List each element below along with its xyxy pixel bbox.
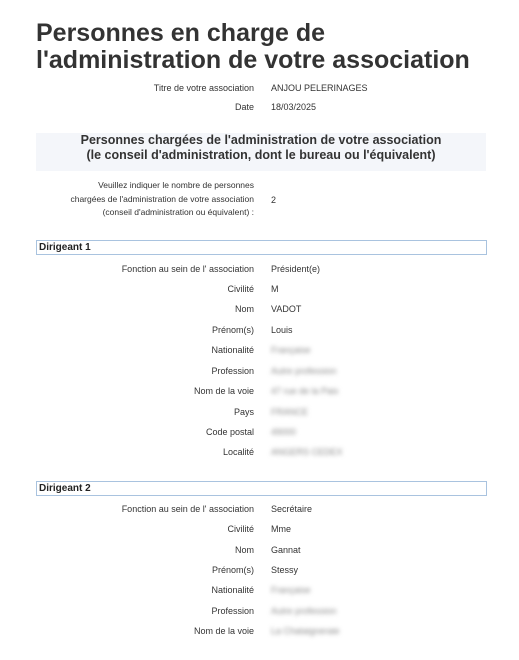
member-count-label bbox=[24, 179, 254, 220]
fonction-value: Président(e) bbox=[271, 264, 321, 274]
d1-row-voie bbox=[0, 384, 519, 398]
nom-value: Gannat bbox=[271, 545, 301, 555]
profession-value: Autre profession bbox=[271, 366, 337, 376]
nationalite-label: Nationalité bbox=[211, 345, 254, 355]
d1-row-prenom bbox=[0, 323, 519, 337]
fonction-label: Fonction au sein de l' association bbox=[121, 264, 254, 274]
nom-label: Nom bbox=[234, 304, 254, 314]
d1-row-fonction bbox=[0, 262, 519, 276]
info-row-date bbox=[0, 100, 519, 114]
civilite-label: Civilité bbox=[227, 524, 254, 534]
civilite-value: Mme bbox=[271, 524, 291, 534]
civilite-value: M bbox=[271, 284, 279, 294]
nationalite-label: Nationalité bbox=[211, 585, 254, 595]
prenom-value: Stessy bbox=[271, 565, 299, 575]
member-count-value: 2 bbox=[271, 195, 277, 205]
code-postal-value: 49000 bbox=[271, 427, 297, 437]
d2-row-nationalite bbox=[0, 583, 519, 597]
section-heading-line-1: Personnes chargées de l'administration de votre association bbox=[80, 133, 442, 147]
nationalite-value: Française bbox=[271, 345, 311, 355]
d2-row-fonction bbox=[0, 502, 519, 516]
member-count-label-line-2: chargées de l'administration de votre association bbox=[70, 193, 254, 204]
member-count-label-line-1: Veuillez indiquer le nombre de personnes bbox=[98, 180, 254, 190]
voie-label: Nom de la voie bbox=[193, 386, 254, 396]
d1-row-pays bbox=[0, 405, 519, 419]
code-postal-label: Code postal bbox=[205, 427, 254, 437]
pays-label: Pays bbox=[233, 407, 254, 417]
association-title-label: Titre de votre association bbox=[153, 83, 254, 93]
profession-label: Profession bbox=[211, 606, 254, 616]
prenom-label: Prénom(s) bbox=[211, 325, 254, 335]
page-title: Personnes en charge de l'administration de votre association bbox=[36, 19, 470, 74]
nom-label: Nom bbox=[234, 545, 254, 555]
fonction-label: Fonction au sein de l' association bbox=[121, 504, 254, 514]
section-heading bbox=[36, 133, 486, 171]
civilite-label: Civilité bbox=[227, 284, 254, 294]
d2-row-nom bbox=[0, 543, 519, 557]
voie-label: Nom de la voie bbox=[193, 626, 254, 636]
d1-row-code-postal bbox=[0, 425, 519, 439]
prenom-value: Louis bbox=[271, 325, 293, 335]
voie-value: 47 rue de la Paix bbox=[271, 386, 339, 396]
localite-value: ANGERS CEDEX bbox=[271, 447, 343, 457]
d1-row-profession bbox=[0, 364, 519, 378]
section-heading-line-2: (le conseil d'administration, dont le bureau ou l'équivalent) bbox=[86, 148, 436, 162]
d1-row-localite bbox=[0, 445, 519, 459]
profession-value: Autre profession bbox=[271, 606, 337, 616]
nom-value: VADOT bbox=[271, 304, 302, 314]
association-title-value: ANJOU PELERINAGES bbox=[271, 83, 368, 93]
fonction-value: Secrétaire bbox=[271, 504, 313, 514]
d1-row-nationalite bbox=[0, 343, 519, 357]
nationalite-value: Française bbox=[271, 585, 311, 595]
d2-row-prenom bbox=[0, 563, 519, 577]
date-value: 18/03/2025 bbox=[271, 102, 317, 112]
d2-row-profession bbox=[0, 604, 519, 618]
localite-label: Localité bbox=[222, 447, 254, 457]
prenom-label: Prénom(s) bbox=[211, 565, 254, 575]
dirigeant-1-header: Dirigeant 1 bbox=[36, 240, 487, 255]
pays-value: FRANCE bbox=[271, 407, 309, 417]
profession-label: Profession bbox=[211, 366, 254, 376]
d1-row-nom bbox=[0, 302, 519, 316]
member-count-label-line-3: (conseil d'administration ou équivalent) : bbox=[102, 207, 254, 217]
d1-row-civilite bbox=[0, 282, 519, 296]
voie-value: La Chataigneraie bbox=[271, 626, 340, 636]
d2-row-civilite bbox=[0, 522, 519, 536]
dirigeant-2-header: Dirigeant 2 bbox=[36, 481, 487, 496]
d2-row-voie bbox=[0, 624, 519, 638]
info-row-association bbox=[0, 81, 519, 95]
date-label: Date bbox=[234, 102, 254, 112]
